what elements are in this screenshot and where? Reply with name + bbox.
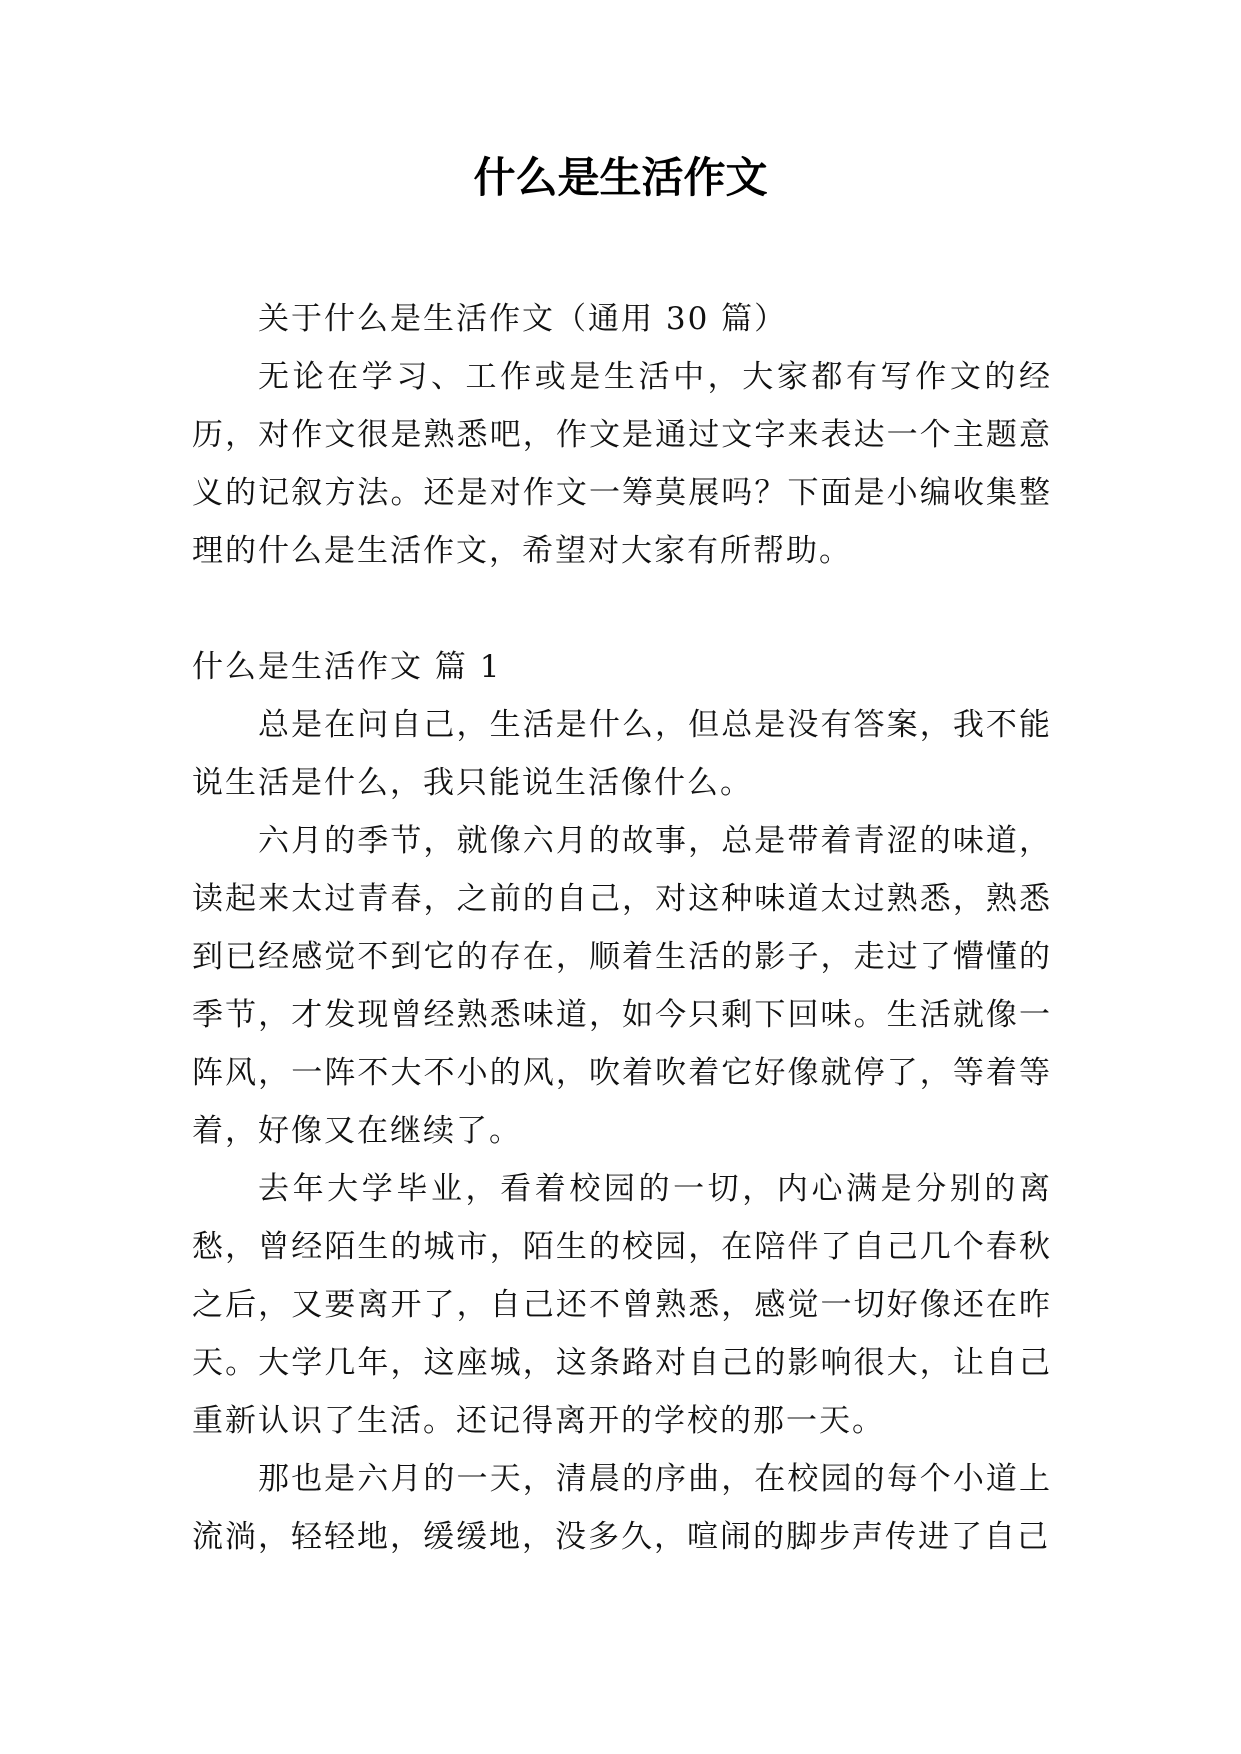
document-body	[192, 290, 1052, 1566]
document-subtitle: 关于什么是生活作文（通用 30 篇）	[258, 301, 788, 337]
body-paragraph: 那也是六月的一天，清晨的序曲，在校园的每个小道上流淌，轻轻地，缓缓地，没多久，喧闹的脚步声传进了自己	[192, 1461, 1052, 1555]
document-title: 什么是生活作文	[473, 153, 768, 202]
body-paragraph: 总是在问自己，生活是什么，但总是没有答案，我不能说生活是什么，我只能说生活像什么。	[192, 707, 1052, 801]
body-paragraph: 去年大学毕业，看着校园的一切，内心满是分别的离愁，曾经陌生的城市，陌生的校园，在陪伴了自己几个春秋之后，又要离开了，自己还不曾熟悉，感觉一切好像还在昨天。大学几年，这座城，这条路对自己的影响很大，让自己重新认识了生活。还记得离开的学校的那一天。	[192, 1171, 1052, 1439]
body-paragraph: 六月的季节，就像六月的故事，总是带着青涩的味道，读起来太过青春，之前的自己，对这种味道太过熟悉，熟悉到已经感觉不到它的存在，顺着生活的影子，走过了懵懂的季节，才发现曾经熟悉味道，如今只剩下回味。生活就像一阵风，一阵不大不小的风，吹着吹着它好像就停了，等着等着，好像又在继续了。	[192, 823, 1052, 1149]
intro-paragraph: 无论在学习、工作或是生活中，大家都有写作文的经历，对作文很是熟悉吧，作文是通过文字来表达一个主题意义的记叙方法。还是对作文一筹莫展吗？下面是小编收集整理的什么是生活作文，希望对大家有所帮助。	[192, 359, 1052, 569]
section-heading: 什么是生活作文 篇 1	[192, 649, 502, 685]
